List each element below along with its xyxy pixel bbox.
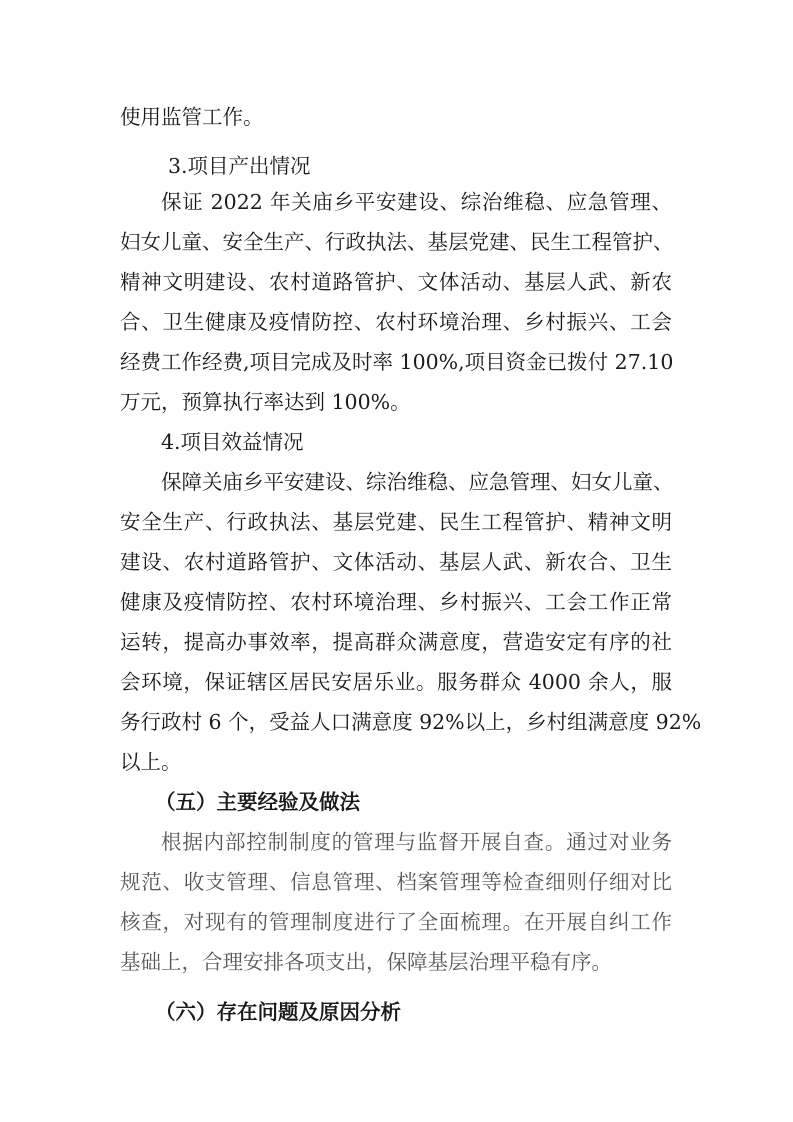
paragraph-line: 规范、收支管理、信息管理、档案管理等检查细则仔细对比 [120, 870, 672, 894]
paragraph-line: 万元，预算执行率达到 100%。 [120, 390, 411, 414]
paragraph-line: 建设、农村道路管护、文体活动、基层人武、新农合、卫生 [120, 550, 672, 574]
paragraph-line: 保障关庙乡平安建设、综治维稳、应急管理、妇女儿童、 [161, 470, 674, 494]
paragraph-line: 健康及疫情防控、农村环境治理、乡村振兴、工会工作正常 [120, 590, 672, 614]
paragraph-line: 运转，提高办事效率，提高群众满意度，营造安定有序的社 [120, 630, 672, 654]
paragraph-line: 保证 2022 年关庙乡平安建设、综治维稳、应急管理、 [161, 190, 672, 214]
paragraph-line: 使用监管工作。 [120, 105, 264, 129]
paragraph-line: 经费工作经费,项目完成及时率 100%,项目资金已拨付 27.10 [120, 350, 674, 374]
paragraph-line: 合、卫生健康及疫情防控、农村环境治理、乡村振兴、工会 [120, 310, 672, 334]
paragraph-line: 务行政村 6 个，受益人口满意度 92%以上，乡村组满意度 92% [120, 710, 702, 734]
section-heading: （五）主要经验及做法 [155, 790, 360, 814]
paragraph-line: 以上。 [120, 750, 182, 774]
paragraph-line: 核查，对现有的管理制度进行了全面梳理。在开展自纠工作 [120, 910, 672, 934]
paragraph-line: 根据内部控制制度的管理与监督开展自查。通过对业务 [161, 830, 672, 854]
paragraph-line: 精神文明建设、农村道路管护、文体活动、基层人武、新农 [120, 270, 672, 294]
paragraph-line: 妇女儿童、安全生产、行政执法、基层党建、民生工程管护、 [120, 230, 674, 254]
section-subheading: 4.项目效益情况 [161, 430, 304, 454]
paragraph-line: 基础上，合理安排各项支出，保障基层治理平稳有序。 [120, 950, 612, 974]
paragraph-line: 安全生产、行政执法、基层党建、民生工程管护、精神文明 [120, 510, 672, 534]
section-heading: （六）存在问题及原因分析 [155, 1000, 401, 1024]
section-subheading: 3.项目产出情况 [168, 154, 311, 178]
paragraph-line: 会环境，保证辖区居民安居乐业。服务群众 4000 余人，服 [120, 670, 672, 694]
